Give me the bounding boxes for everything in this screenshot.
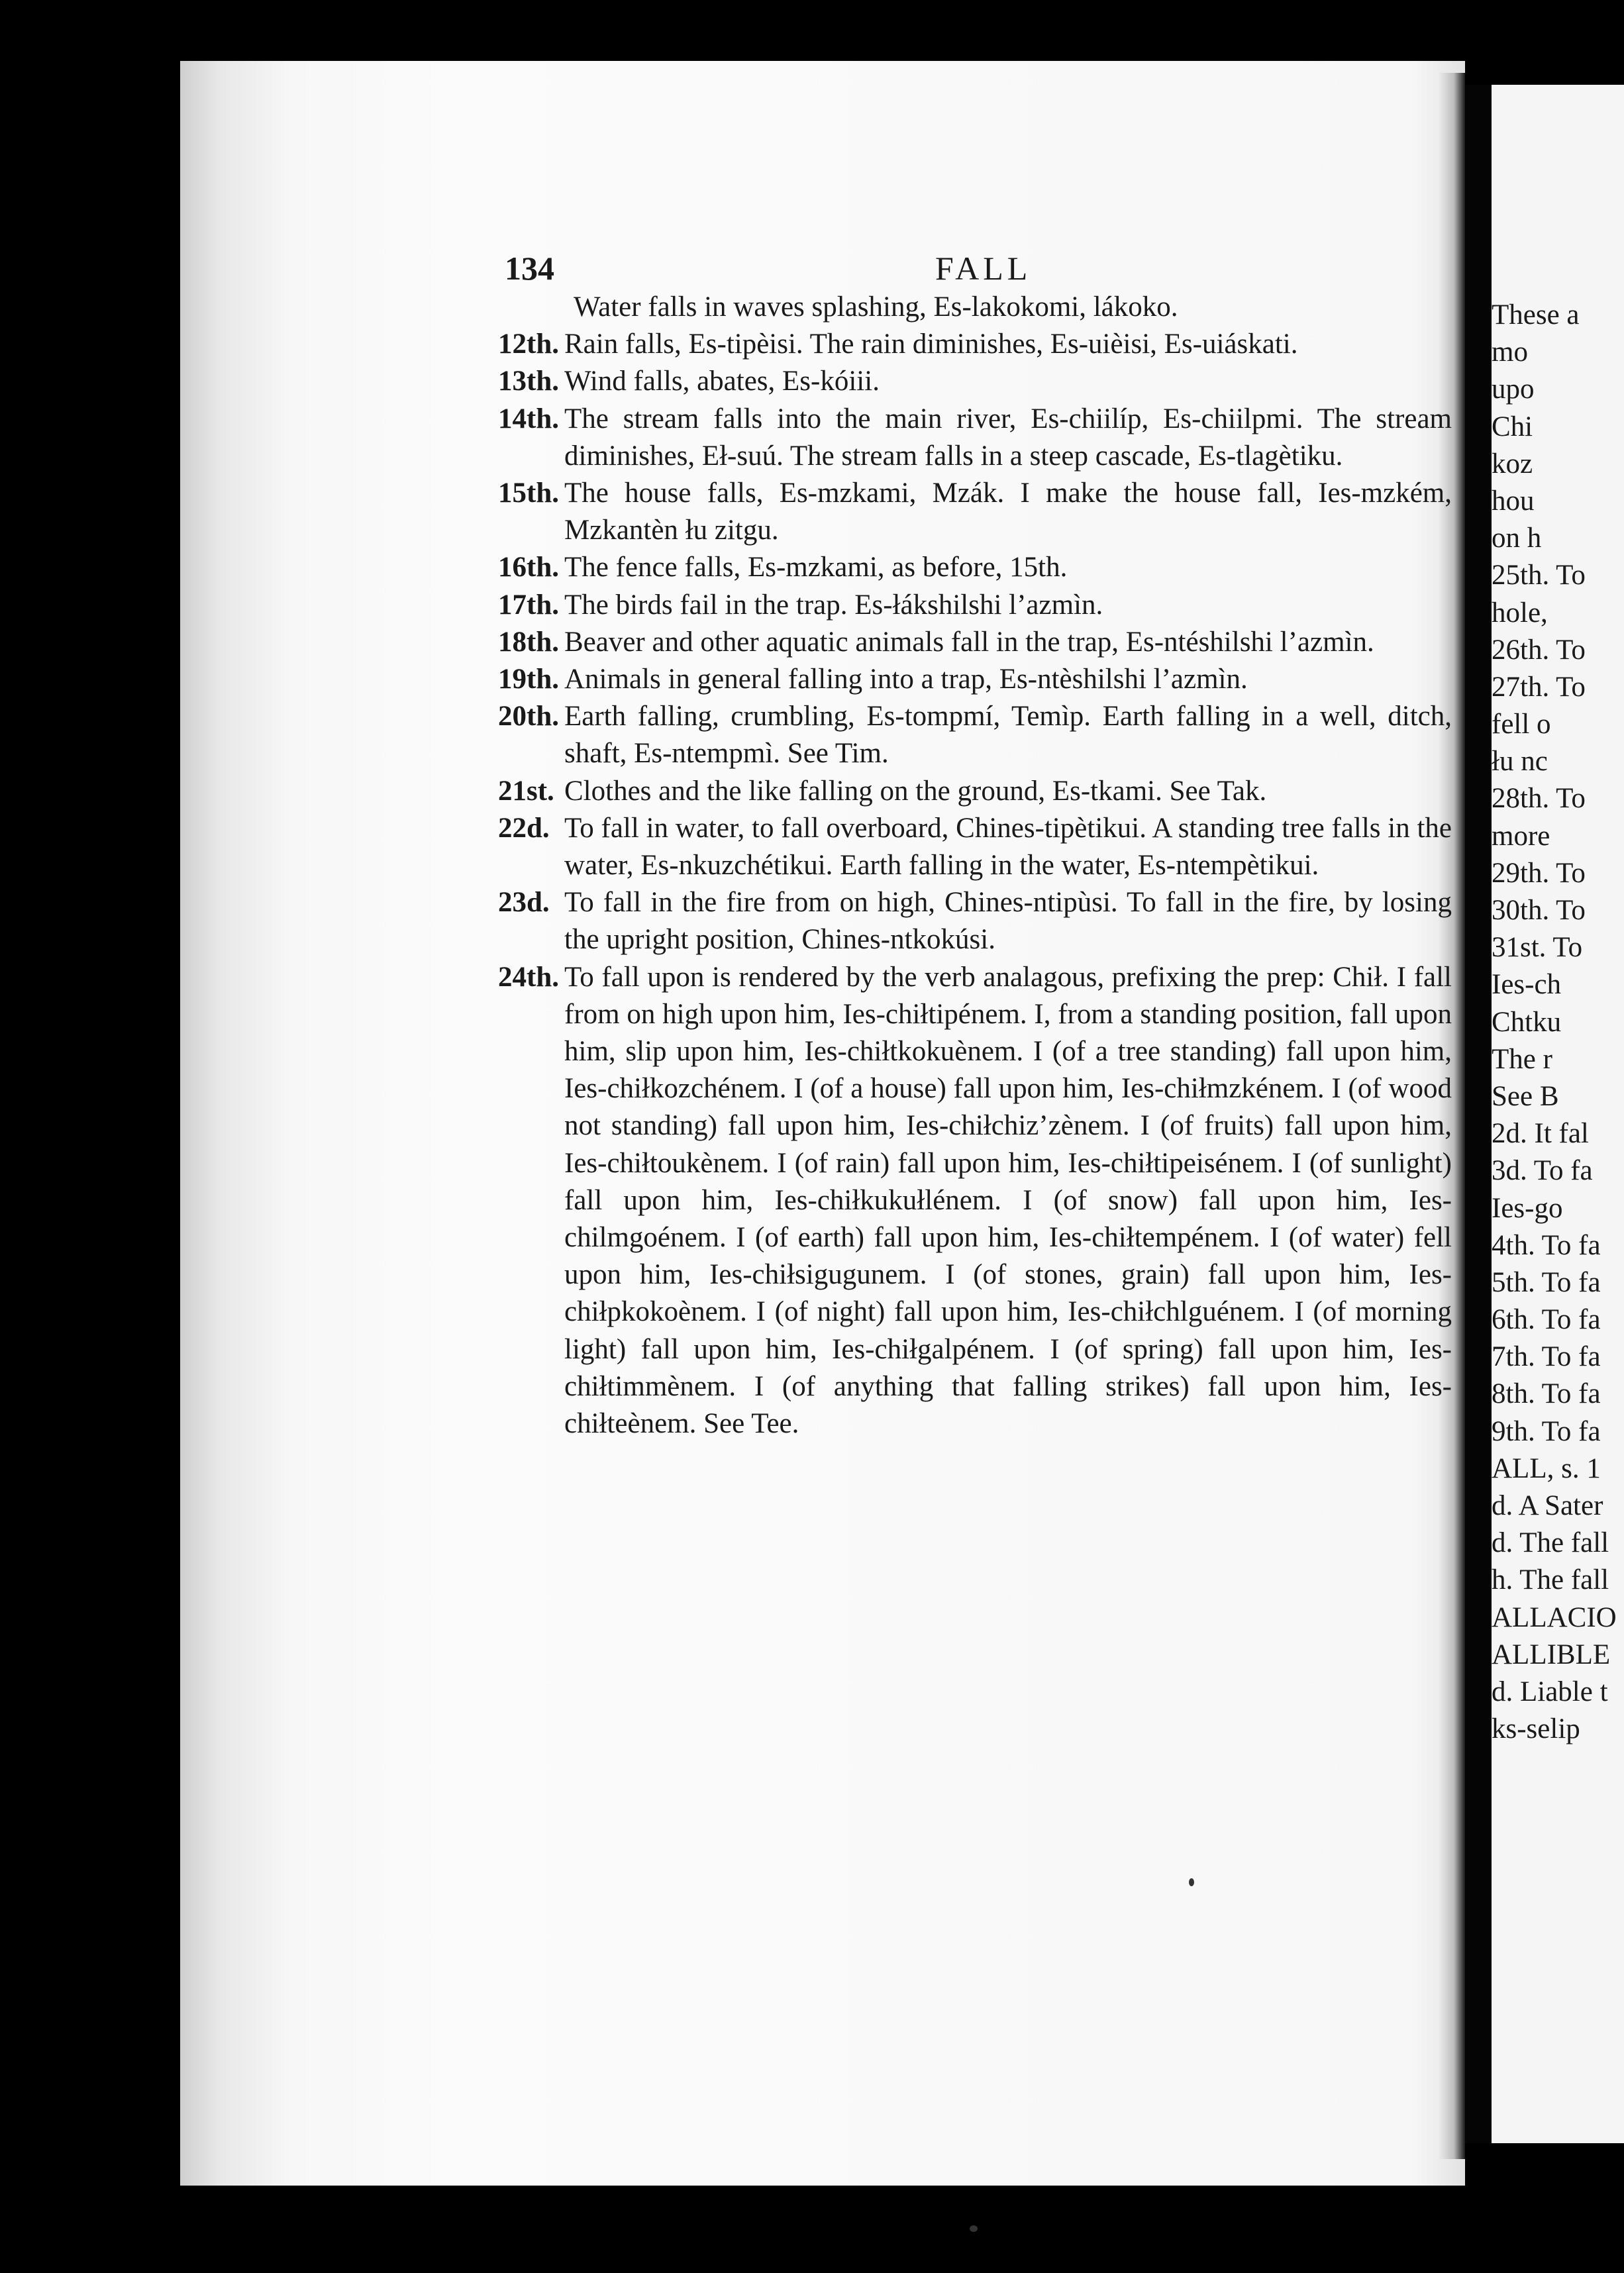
adjacent-page-line: 29th. To bbox=[1492, 857, 1586, 889]
adjacent-page-line: See B bbox=[1492, 1080, 1559, 1112]
adjacent-page-line: h. The fall bbox=[1492, 1564, 1609, 1596]
entry-number: 13th. bbox=[498, 366, 559, 397]
adjacent-page-line: Chi bbox=[1492, 411, 1533, 442]
adjacent-page-line: mo bbox=[1492, 336, 1528, 368]
entry-number: 19th. bbox=[498, 664, 559, 695]
dictionary-entry bbox=[498, 475, 1452, 549]
dictionary-entry bbox=[498, 587, 1452, 624]
adjacent-page-line: 7th. To fa bbox=[1492, 1341, 1601, 1373]
adjacent-page-line: 4th. To fa bbox=[1492, 1229, 1601, 1261]
adjacent-page-line: 5th. To fa bbox=[1492, 1266, 1601, 1298]
entry-text: The house falls, Es-mzkami, Mzák. I make the house fall, Ies-mzkém, Mzkantèn łu zitgu. bbox=[564, 478, 1452, 546]
adjacent-page-line: Chtku bbox=[1492, 1006, 1562, 1038]
entry-text: The stream falls into the main river, Es-chiilíp, Es-chiilpmi. The stream diminishes, Eł-suú. The stream falls in a steep cascade, Es-tlagètiku. bbox=[564, 403, 1452, 472]
adjacent-page-line: d. A Sater bbox=[1492, 1490, 1603, 1521]
adjacent-page-text bbox=[1492, 297, 1624, 1748]
dictionary-entry bbox=[498, 661, 1452, 698]
entry-number: 20th. bbox=[498, 701, 559, 732]
adjacent-page-line: łu nc bbox=[1492, 746, 1548, 778]
adjacent-page-line: d. The fall bbox=[1492, 1527, 1609, 1559]
adjacent-page-line: fell o bbox=[1492, 709, 1551, 740]
adjacent-page-line: koz bbox=[1492, 448, 1533, 480]
entry-text: Beaver and other aquatic animals fall in the trap, Es-ntéshilshi l’azmìn. bbox=[564, 626, 1374, 658]
entry-text: The fence falls, Es-mzkami, as before, 15th. bbox=[564, 552, 1068, 583]
dictionary-entry bbox=[498, 773, 1452, 810]
adjacent-page-line: hole, bbox=[1492, 597, 1548, 629]
adjacent-page-line: ks-selip bbox=[1492, 1713, 1580, 1745]
page-number: 134 bbox=[505, 250, 554, 287]
dictionary-entry bbox=[498, 401, 1452, 475]
adjacent-page-line: 27th. To bbox=[1492, 671, 1586, 703]
dictionary-entry bbox=[498, 959, 1452, 1443]
adjacent-page-line: on h bbox=[1492, 523, 1542, 554]
head-word: FALL bbox=[935, 250, 1032, 287]
entry-text: To fall in water, to fall overboard, Chines-tipètikui. A standing tree falls in the water, Es-nkuzchétikui. Earth falling in the water, Es-ntempètikui. bbox=[564, 812, 1452, 882]
running-head bbox=[505, 249, 1458, 289]
entry-number: 22d. bbox=[498, 812, 550, 844]
adjacent-page-line: ALLIBLE bbox=[1492, 1639, 1611, 1670]
entry-number: 24th. bbox=[498, 961, 559, 993]
adjacent-page-line: ALLACIO bbox=[1492, 1601, 1617, 1633]
dictionary-entry bbox=[498, 326, 1452, 363]
paper-speck bbox=[970, 2225, 978, 2232]
dictionary-entry bbox=[498, 363, 1452, 400]
entry-number: 14th. bbox=[498, 403, 559, 434]
adjacent-page-line: 6th. To fa bbox=[1492, 1304, 1601, 1336]
adjacent-page-line: 8th. To fa bbox=[1492, 1378, 1601, 1410]
adjacent-page-line: 3d. To fa bbox=[1492, 1155, 1593, 1187]
dictionary-entry bbox=[498, 698, 1452, 772]
adjacent-page-line: 2d. It fal bbox=[1492, 1118, 1589, 1150]
entry-number: 16th. bbox=[498, 552, 559, 583]
dictionary-entry bbox=[498, 549, 1452, 586]
adjacent-page-line: hou bbox=[1492, 485, 1535, 517]
entry-text: Earth falling, crumbling, Es-tompmí, Temìp. Earth falling in a well, ditch, shaft, Es-ntempmì. See Tim. bbox=[564, 701, 1452, 770]
entry-text: Rain falls, Es-tipèisi. The rain diminishes, Es-uièisi, Es-uiáskati. bbox=[564, 328, 1298, 360]
entry-text: To fall upon is rendered by the verb analagous, prefixing the prep: Chił. I fall from on high upon him, Ies-chiłtipénem. I, from a standing position, fall upon him, slip upon him, Ies-chiłtkokuènem. I (of a tree standing) fall upon him, Ies-chiłkozchénem. I (of a house) fall upon him, Ies-chiłmzkénem. I (of wood not standing) fall upon him, Ies-chiłchiz’zènem. I (of fruits) fall upon him, Ies-chiłtoukènem. I (of rain) fall upon him, Ies-chiłtipeisénem. I (of sunlight) fall upon him, Ies-chiłkukułlénem. I (of snow) fall upon him, Ies-chilmgoénem. I (of earth) fall upon him, Ies-chiłtempénem. I (of water) fell upon him, Ies-chiłsigugunem. I (of stones, grain) fall upon him, Ies-chiłpkokoènem. I (of night) fall upon him, Ies-chiłchlguénem. I (of morning light) fall upon him, Ies-chiłgalpénem. I (of spring) fall upon him, Ies-chiłtimmènem. I (of anything that falling strikes) fall upon him, Ies-chiłteènem. See Tee. bbox=[564, 961, 1452, 1440]
entry-text: Wind falls, abates, Es-kóiii. bbox=[564, 366, 880, 397]
entry-number: 23d. bbox=[498, 887, 550, 919]
adjacent-page-line: upo bbox=[1492, 374, 1535, 405]
adjacent-page-line: d. Liable t bbox=[1492, 1676, 1608, 1707]
adjacent-page-line: Ies-ch bbox=[1492, 969, 1562, 1001]
dictionary-entry bbox=[498, 624, 1452, 661]
adjacent-page-line: The r bbox=[1492, 1043, 1552, 1075]
entry-text: Water falls in waves splashing, Es-lakokomi, lákoko. bbox=[574, 291, 1178, 323]
entry-text: The birds fail in the trap. Es-łákshilshi l’azmìn. bbox=[564, 589, 1103, 621]
dictionary-entry bbox=[498, 810, 1452, 884]
adjacent-page-line: Ies-go bbox=[1492, 1192, 1563, 1224]
adjacent-page-line: 26th. To bbox=[1492, 634, 1586, 666]
dictionary-entry bbox=[498, 289, 1452, 326]
entry-text: Clothes and the like falling on the ground, Es-tkami. See Tak. bbox=[564, 775, 1267, 807]
dictionary-entry bbox=[498, 884, 1452, 958]
paper-speck bbox=[1189, 1878, 1194, 1886]
entry-number: 21st. bbox=[498, 775, 554, 807]
adjacent-page-line: 25th. To bbox=[1492, 560, 1586, 591]
dictionary-entries bbox=[498, 289, 1452, 1442]
entry-number: 17th. bbox=[498, 589, 559, 621]
entry-number: 18th. bbox=[498, 626, 559, 658]
adjacent-page-line: more bbox=[1492, 820, 1550, 852]
entry-number: 15th. bbox=[498, 478, 559, 509]
entry-number: 12th. bbox=[498, 328, 559, 360]
entry-text: Animals in general falling into a trap, Es-ntèshilshi l’azmìn. bbox=[564, 664, 1248, 695]
entry-text: To fall in the fire from on high, Chines-ntipùsi. To fall in the fire, by losing the upright position, Chines-ntkokúsi. bbox=[564, 887, 1452, 956]
adjacent-page-line: 28th. To bbox=[1492, 783, 1586, 815]
adjacent-page bbox=[1465, 85, 1624, 2143]
adjacent-page-line: 31st. To bbox=[1492, 932, 1583, 964]
adjacent-page-line: 30th. To bbox=[1492, 895, 1586, 926]
adjacent-page-line: These a bbox=[1492, 299, 1580, 330]
adjacent-page-line: ALL, s. 1 bbox=[1492, 1452, 1601, 1484]
adjacent-page-line: 9th. To fa bbox=[1492, 1415, 1601, 1447]
